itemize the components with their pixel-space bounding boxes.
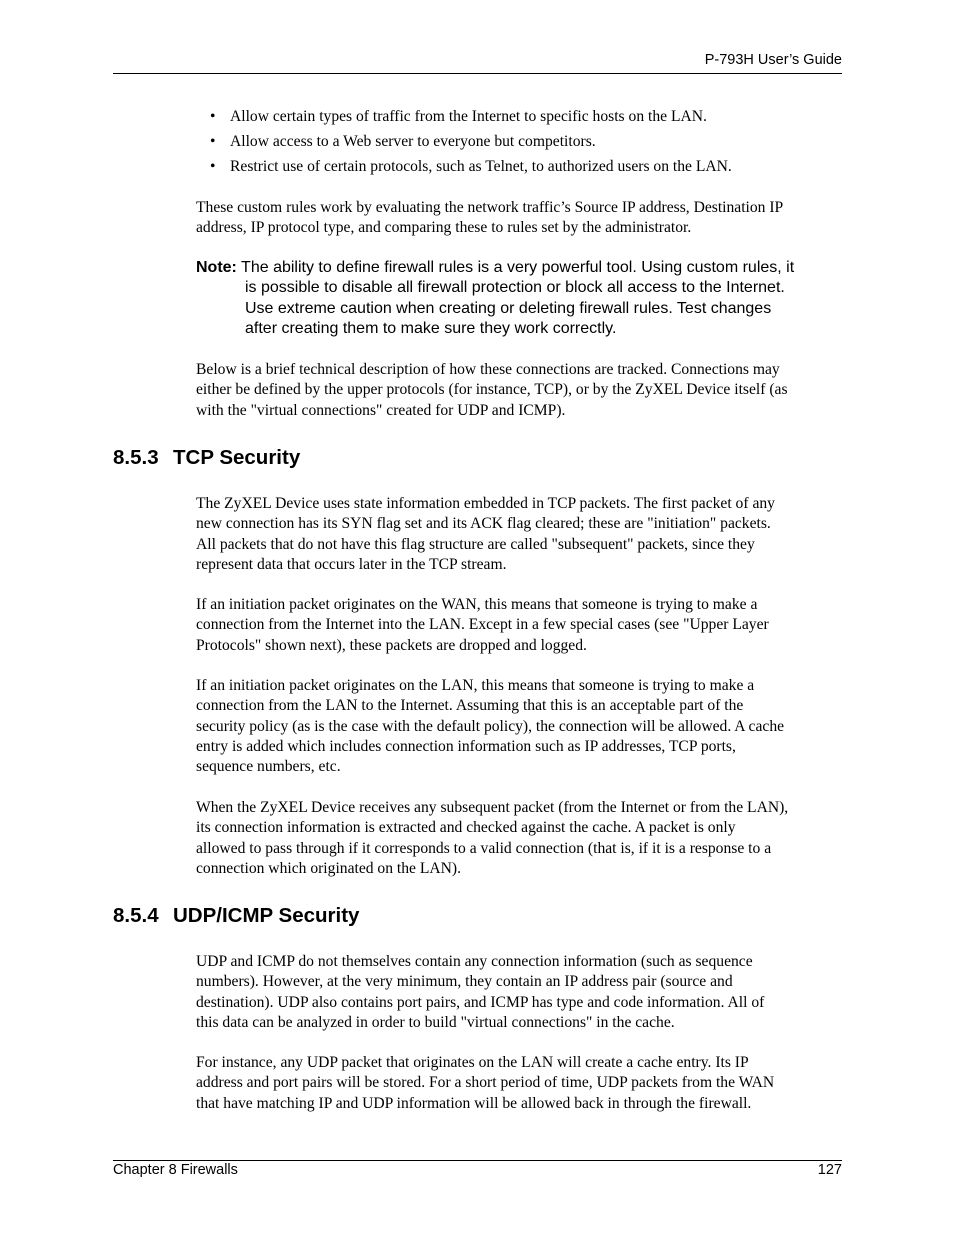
tcp-paragraph-2: If an initiation packet originates on the WAN, this means that someone is trying to make a connection from the Internet into the LAN. Except in a few special cases (see "Upper Layer Protocols" shown next), these packets are dropped and logged. [196, 596, 769, 654]
note-block: Note: The ability to define firewall rules is a very powerful tool. Using custom rules, it is possible to disable all firewall protection or block all access to the Internet. Use extreme caution when creating or deleting firewall rules. Test changes after creating them to make sure they work correctly. [196, 259, 795, 337]
header-rule [113, 73, 842, 74]
note-label: Note: [196, 259, 237, 276]
udp-paragraph-1: UDP and ICMP do not themselves contain any connection information (such as sequence numbers). However, at the very minimum, they contain an IP address pair (source and destination). UDP also contains port pairs, and ICMP has type and code information. All of this data can be analyzed in order to build "virtual connections" in the cache. [196, 953, 765, 1031]
tcp-paragraph-1: The ZyXEL Device uses state information embedded in TCP packets. The first packet of any new connection has its SYN flag set and its ACK flag cleared; these are "initiation" packets. All packets that do not have this flag structure are called "subsequent" packets, since they represent data that occurs later in the TCP stream. [196, 495, 775, 573]
list-item: • Restrict use of certain protocols, such as Telnet, to authorized users on the LAN. [196, 156, 842, 181]
rule-examples-list [196, 106, 842, 181]
tcp-paragraph-4: When the ZyXEL Device receives any subsequent packet (from the Internet or from the LAN), its connection information is extracted and checked against the cache. A packet is only allowed to pass through if it corresponds to a valid connection (that is, if it is a response to a connection which originated on the LAN). [196, 799, 789, 877]
custom-rules-paragraph: These custom rules work by evaluating the network traffic’s Source IP address, Destination IP address, IP protocol type, and comparing these to rules set by the administrator. [196, 199, 784, 237]
footer-chapter: Chapter 8 Firewalls [113, 1162, 238, 1178]
list-item: • Allow certain types of traffic from the Internet to specific hosts on the LAN. [196, 106, 842, 131]
list-item: • Allow access to a Web server to everyone but competitors. [196, 131, 842, 156]
section-heading-tcp-security: 8.5.3 TCP Security [113, 446, 301, 469]
tracking-description-paragraph: Below is a brief technical description of how these connections are tracked. Connections may either be defined by the upper protocols (for instance, TCP), or by the ZyXEL Device itself (as with the "virtual connections" created for UDP and ICMP). [196, 361, 788, 419]
udp-paragraph-2: For instance, any UDP packet that originates on the LAN will create a cache entry. Its IP address and port pairs will be stored. For a short period of time, UDP packets from the WAN that have matching IP and UDP information will be allowed back in through the firewall. [196, 1054, 775, 1112]
footer-rule [113, 1160, 842, 1161]
bullet-icon: • [210, 158, 216, 175]
tcp-paragraph-3: If an initiation packet originates on the LAN, this means that someone is trying to make a connection from the LAN to the Internet. Assuming that this is an acceptable part of the security policy (as is the case with the default policy), the connection will be allowed. A cache entry is added which includes connection information such as IP addresses, TCP ports, sequence numbers, etc. [196, 677, 785, 776]
page-number: 127 [817, 1162, 842, 1178]
bullet-icon: • [210, 133, 216, 150]
bullet-icon: • [210, 108, 216, 125]
running-header-title: P-793H User’s Guide [704, 52, 842, 68]
section-heading-udp-icmp-security: 8.5.4 UDP/ICMP Security [113, 904, 360, 927]
